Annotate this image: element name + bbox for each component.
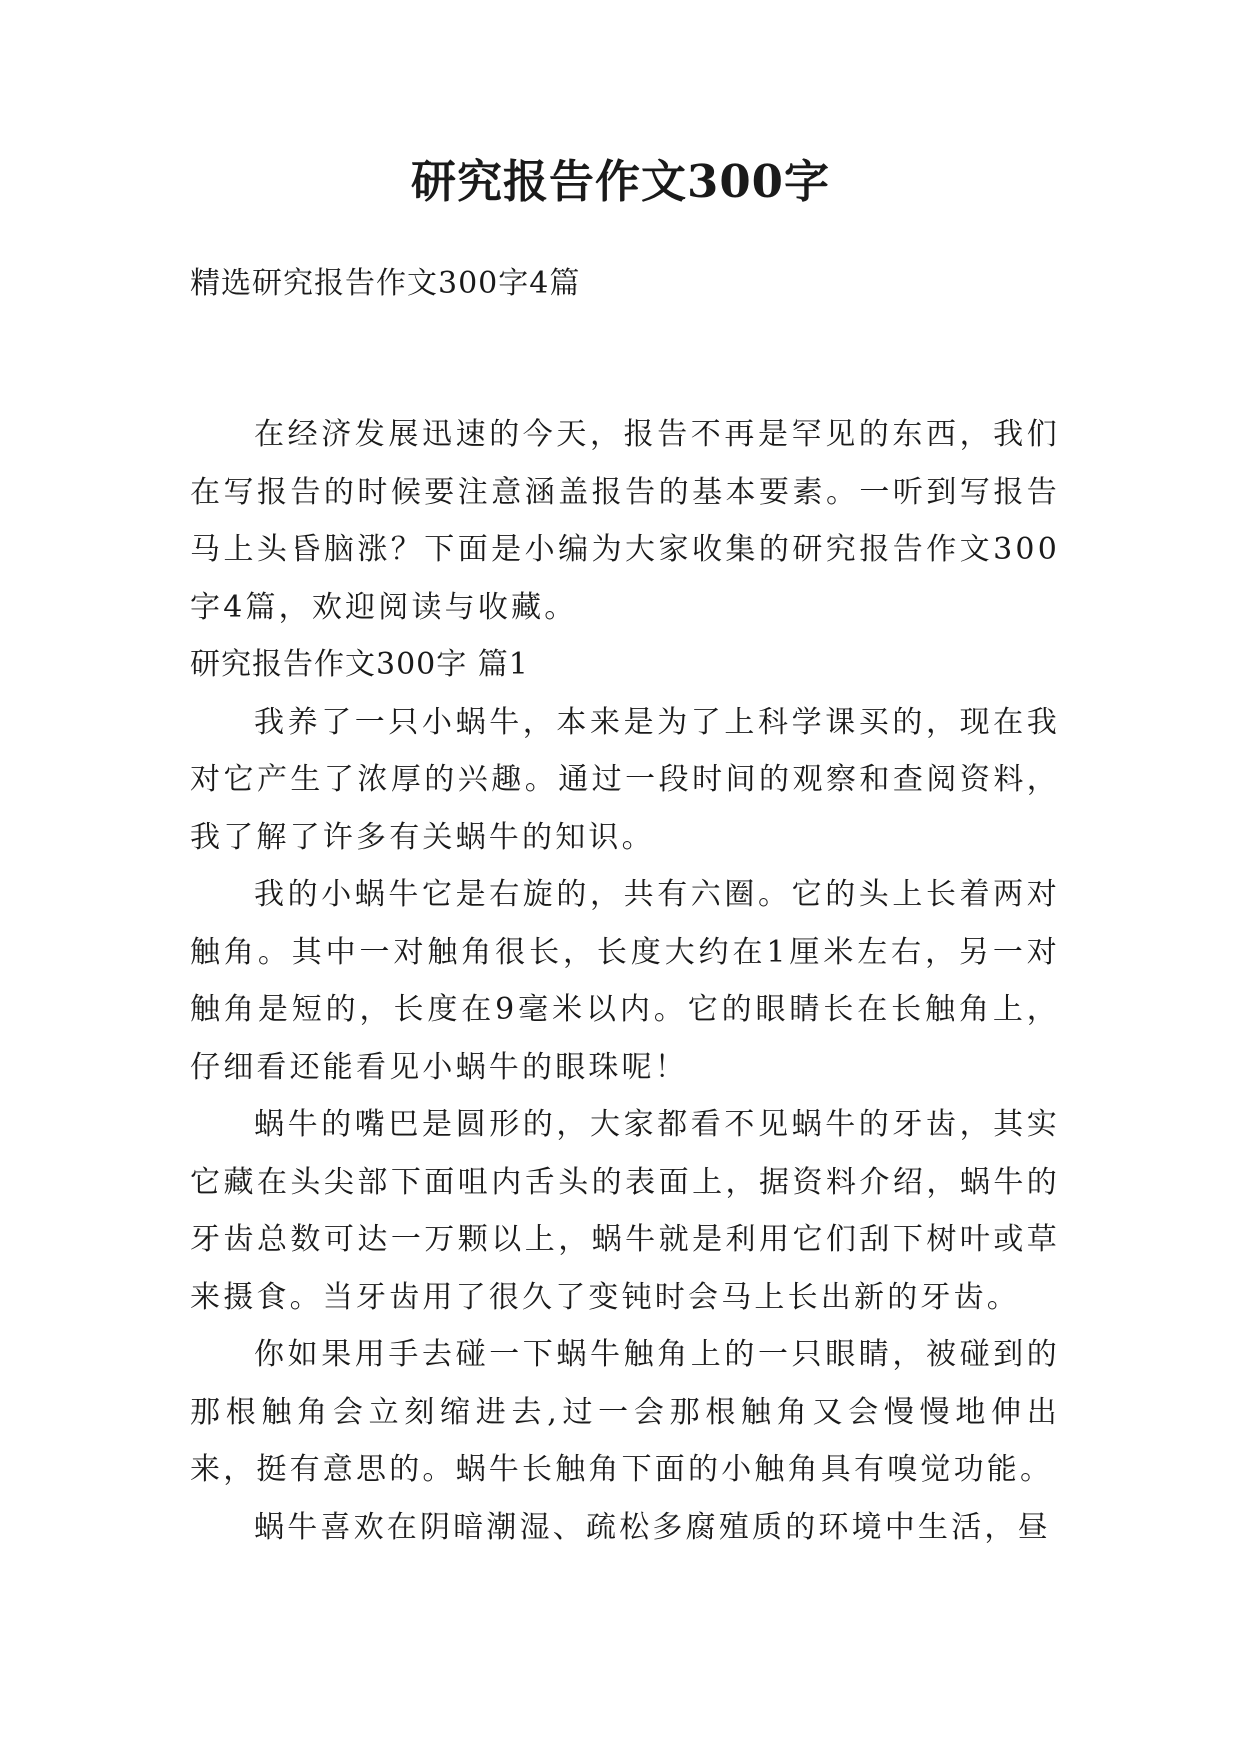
body-paragraph: 蜗牛喜欢在阴暗潮湿、疏松多腐殖质的环境中生活，昼	[254, 1509, 1051, 1545]
body-paragraph: 我养了一只小蜗牛，本来是为了上科学课买的，现在我对它产生了浓厚的兴趣。通过一段时间的观察和查阅资料，我了解了许多有关蜗牛的知识。	[190, 704, 1060, 855]
document-title: 研究报告作文300字	[411, 155, 830, 208]
body-paragraph: 蜗牛的嘴巴是圆形的，大家都看不见蜗牛的牙齿，其实它藏在头尖部下面咀内舌头的表面上，据资料介绍，蜗牛的牙齿总数可达一万颗以上，蜗牛就是利用它们刮下树叶或草来摄食。当牙齿用了很久了变钝时会马上长出新的牙齿。	[190, 1107, 1060, 1315]
document-subtitle: 精选研究报告作文300字4篇	[190, 266, 581, 301]
body-paragraph: 我的小蜗牛它是右旋的，共有六圈。它的头上长着两对触角。其中一对触角很长，长度大约在1厘米左右，另一对触角是短的，长度在9毫米以内。它的眼睛长在长触角上，仔细看还能看见小蜗牛的眼珠呢！	[190, 877, 1060, 1085]
section-heading: 研究报告作文300字 篇1	[190, 647, 529, 682]
intro-paragraph: 在经济发展迅速的今天，报告不再是罕见的东西，我们在写报告的时候要注意涵盖报告的基本要素。一听到写报告马上头昏脑涨？下面是小编为大家收集的研究报告作文300字4篇，欢迎阅读与收藏。	[190, 417, 1060, 625]
body-paragraph: 你如果用手去碰一下蜗牛触角上的一只眼睛，被碰到的那根触角会立刻缩进去,过一会那根触角又会慢慢地伸出来，挺有意思的。蜗牛长触角下面的小触角具有嗅觉功能。	[190, 1337, 1060, 1487]
document-body	[190, 406, 1060, 1556]
